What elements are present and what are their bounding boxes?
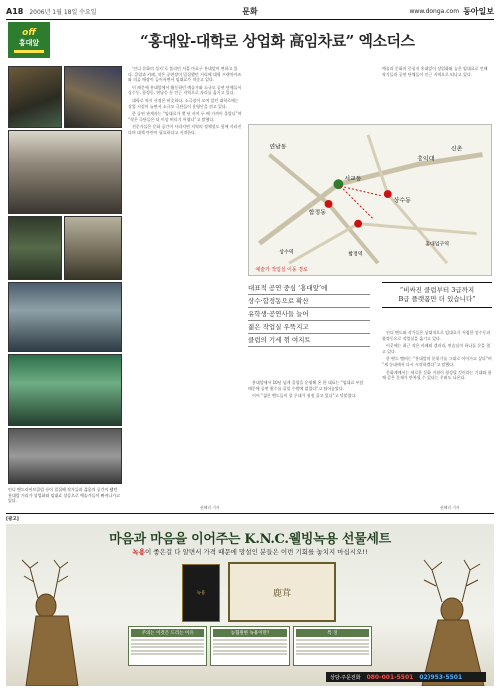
ad-subtitle <box>6 547 494 556</box>
advertisement[interactable] <box>6 524 494 686</box>
pull-quote <box>382 282 492 308</box>
site-link[interactable]: www.donga.com <box>409 7 460 15</box>
map-label: 서교동 <box>344 176 362 183</box>
map-marker <box>333 179 343 189</box>
map-label: 홍익대 <box>417 156 435 163</box>
info-box <box>293 626 372 666</box>
byline: 권혜리 기자 <box>440 505 460 510</box>
article-headline: “홍대앞-대학로 상업화 高임차료” 엑소더스 <box>140 32 415 50</box>
top-rule <box>6 19 494 20</box>
phone-number-2[interactable]: 02)953-5501 <box>419 673 463 681</box>
paragraph: ‘인디 문화의 성지’로 불리던 서울 마포구 홍대앞이 변하고 있다. 클럽과 카페, 작은 공연장이 밀집했던 거리에 대형 프랜차이즈와 의류 매장이 들어서면서 임대료가 치솟고 있다. <box>128 66 242 83</box>
section-logo <box>8 22 50 58</box>
paragraph: 이어 “젊은 밴드들이 설 무대가 점점 줄고 있다”고 덧붙였다. <box>252 393 357 399</box>
map-legend: 예술가 작업실 이동 경로 <box>255 267 308 274</box>
map-marker <box>384 190 392 198</box>
product-box-gift: 鹿茸 <box>228 562 336 622</box>
deer-illustration-right <box>372 558 492 686</box>
article-photo-8 <box>8 428 122 484</box>
pull-highlights <box>248 282 370 347</box>
highlight-line: 상수·합정동으로 확산 <box>248 295 370 308</box>
map-label: 합정역 <box>348 251 363 258</box>
map-label: 합정동 <box>308 209 326 216</box>
section-title: 문화 <box>242 6 258 16</box>
article-column-4 <box>248 380 368 504</box>
ad-title: 마음과 마음을 이어주는 K.N.C.웰빙녹용 선물세트 <box>109 532 391 547</box>
quote-line: “비싸진 클럽부터 3급까지 <box>399 286 475 294</box>
phone-label: 상담·주문전화 <box>330 674 361 681</box>
logo-off-text: off <box>22 27 36 38</box>
article-photo-6 <box>8 282 122 352</box>
info-box <box>210 626 289 666</box>
paragraph: 대학로 역시 사정은 비슷하다. 소극장이 모여 있던 대학로에는 상업 시설이 늘면서 소규모 극단들이 운영난을 겪고 있다. <box>128 97 239 109</box>
page-number: A18 <box>6 6 24 16</box>
quote-line: B급 플랫폼만 더 있습니다” <box>398 295 476 303</box>
logo-bar <box>14 50 44 53</box>
info-box-title: 농협원한 녹용이란? <box>213 629 286 637</box>
section-rule <box>6 513 494 514</box>
map-marker <box>325 200 333 208</box>
info-box-title: 특 징 <box>296 629 369 637</box>
article-photo-1 <box>8 66 62 128</box>
photo-caption: 인디 밴드라이브클럽 등이 밀집해 작가들과 젊음의 공간이 됐던 홍대앞 거리가 상업화와 임대료 상승으로 예술가들이 빠져나가고 있다. <box>8 487 120 503</box>
product-box-black: 녹용 <box>182 564 220 622</box>
highlight-line: 클럽의 기세 꺾 여지트 <box>248 334 370 347</box>
highlight-line: 젊은 작업실 우뚝지고 <box>248 321 370 334</box>
deer-illustration-left <box>8 558 126 686</box>
article-intro: 예술과 문화의 중심지 홍대앞이 상업화와 높은 임대료로 인해 작가들과 공연 단체들이 인근 지역으로 떠나고 있다. <box>382 66 488 77</box>
phone-number-1[interactable]: 080-001-5501 <box>366 673 414 681</box>
info-box-title: 주의는 이것은 드리는 이유 <box>131 629 204 637</box>
byline: 권혜리 기자 <box>200 505 220 510</box>
article-photo-3 <box>8 130 122 214</box>
publish-date: 2006년 1월 18일 수요일 <box>29 8 97 16</box>
article-photo-2 <box>64 66 122 128</box>
map-graphic <box>249 125 491 275</box>
map-label: 홍대입구역 <box>425 241 450 248</box>
paragraph: 이 때문에 홍대앞에서 활동하던 예술가와 소규모 공연 단체들이 상수동, 합정동, 연남동 등 인근 지역으로 자리를 옮기고 있다. <box>128 84 242 96</box>
ad-tag: [광고] <box>6 517 19 522</box>
paragraph: 한 밴드 멤버는 “홍대앞의 분위기를 그대로 이어가고 싶다”며 “새 동네에서 다시 시작하겠다”고 말했다. <box>382 356 492 367</box>
map-label: 연남동 <box>269 144 287 151</box>
logo-name: 홍대앞 <box>18 38 40 47</box>
paragraph: 이곳에는 최근 작은 카페와 갤러리, 연습실이 하나둘 문을 열고 있다. <box>382 343 491 354</box>
map-marker <box>354 220 362 228</box>
article-column-1 <box>128 66 242 504</box>
paragraph: 한 공연 관계자는 “임대료가 몇 년 사이 두 배 가까이 올랐다”며 “작은 극단들은 더 이상 버티기 어렵다”고 말했다. <box>128 111 242 122</box>
article-column-5 <box>382 330 492 504</box>
page-header <box>6 4 494 18</box>
map-label: 상수역 <box>279 249 294 256</box>
map-label: 상수동 <box>393 197 411 204</box>
highlight-line: 유학생·공연사들 늘어 <box>248 308 370 321</box>
highlight-line: 대표적 공연 중심 ‘홍대앞’에 <box>248 282 370 295</box>
paragraph: 홍대앞에서 10년 넘게 클럽을 운영해 온 한 대표는 “임대료 부담 때문에 공연 횟수를 줄일 수밖에 없었다”고 털어놓았다. <box>248 380 364 391</box>
brand-logo: 동아일보 <box>463 6 494 16</box>
ad-subtitle-rest: 이 좋은걸 다 알면서 가격 때문에 망설인 분들은 이번 기회를 놓치지 마십시오!! <box>144 548 368 556</box>
paragraph: 문화계에서는 새로운 문화 거점이 형성될 것이라는 기대와 함께 같은 문제가 반복될 수 있다는 우려도 나온다. <box>382 369 492 381</box>
map-label: 신촌 <box>450 146 463 153</box>
paragraph: 전문가들은 문화 공간이 사라지면 지역의 정체성도 함께 사라진다며 대책 마련이 필요하다고 지적한다. <box>128 124 242 135</box>
order-phone-bar[interactable] <box>326 672 486 682</box>
paragraph: 인디 밴드와 작가들은 상대적으로 임대료가 저렴한 상수동과 합정동으로 작업실을 옮기고 있다. <box>382 330 491 341</box>
ad-info-boxes <box>128 626 372 666</box>
info-box <box>128 626 207 666</box>
area-map <box>248 124 492 276</box>
article-photo-7 <box>8 354 122 426</box>
article-photo-4 <box>8 216 62 280</box>
ad-subtitle-lead: 녹용 <box>132 548 145 556</box>
article-photo-5 <box>64 216 122 280</box>
